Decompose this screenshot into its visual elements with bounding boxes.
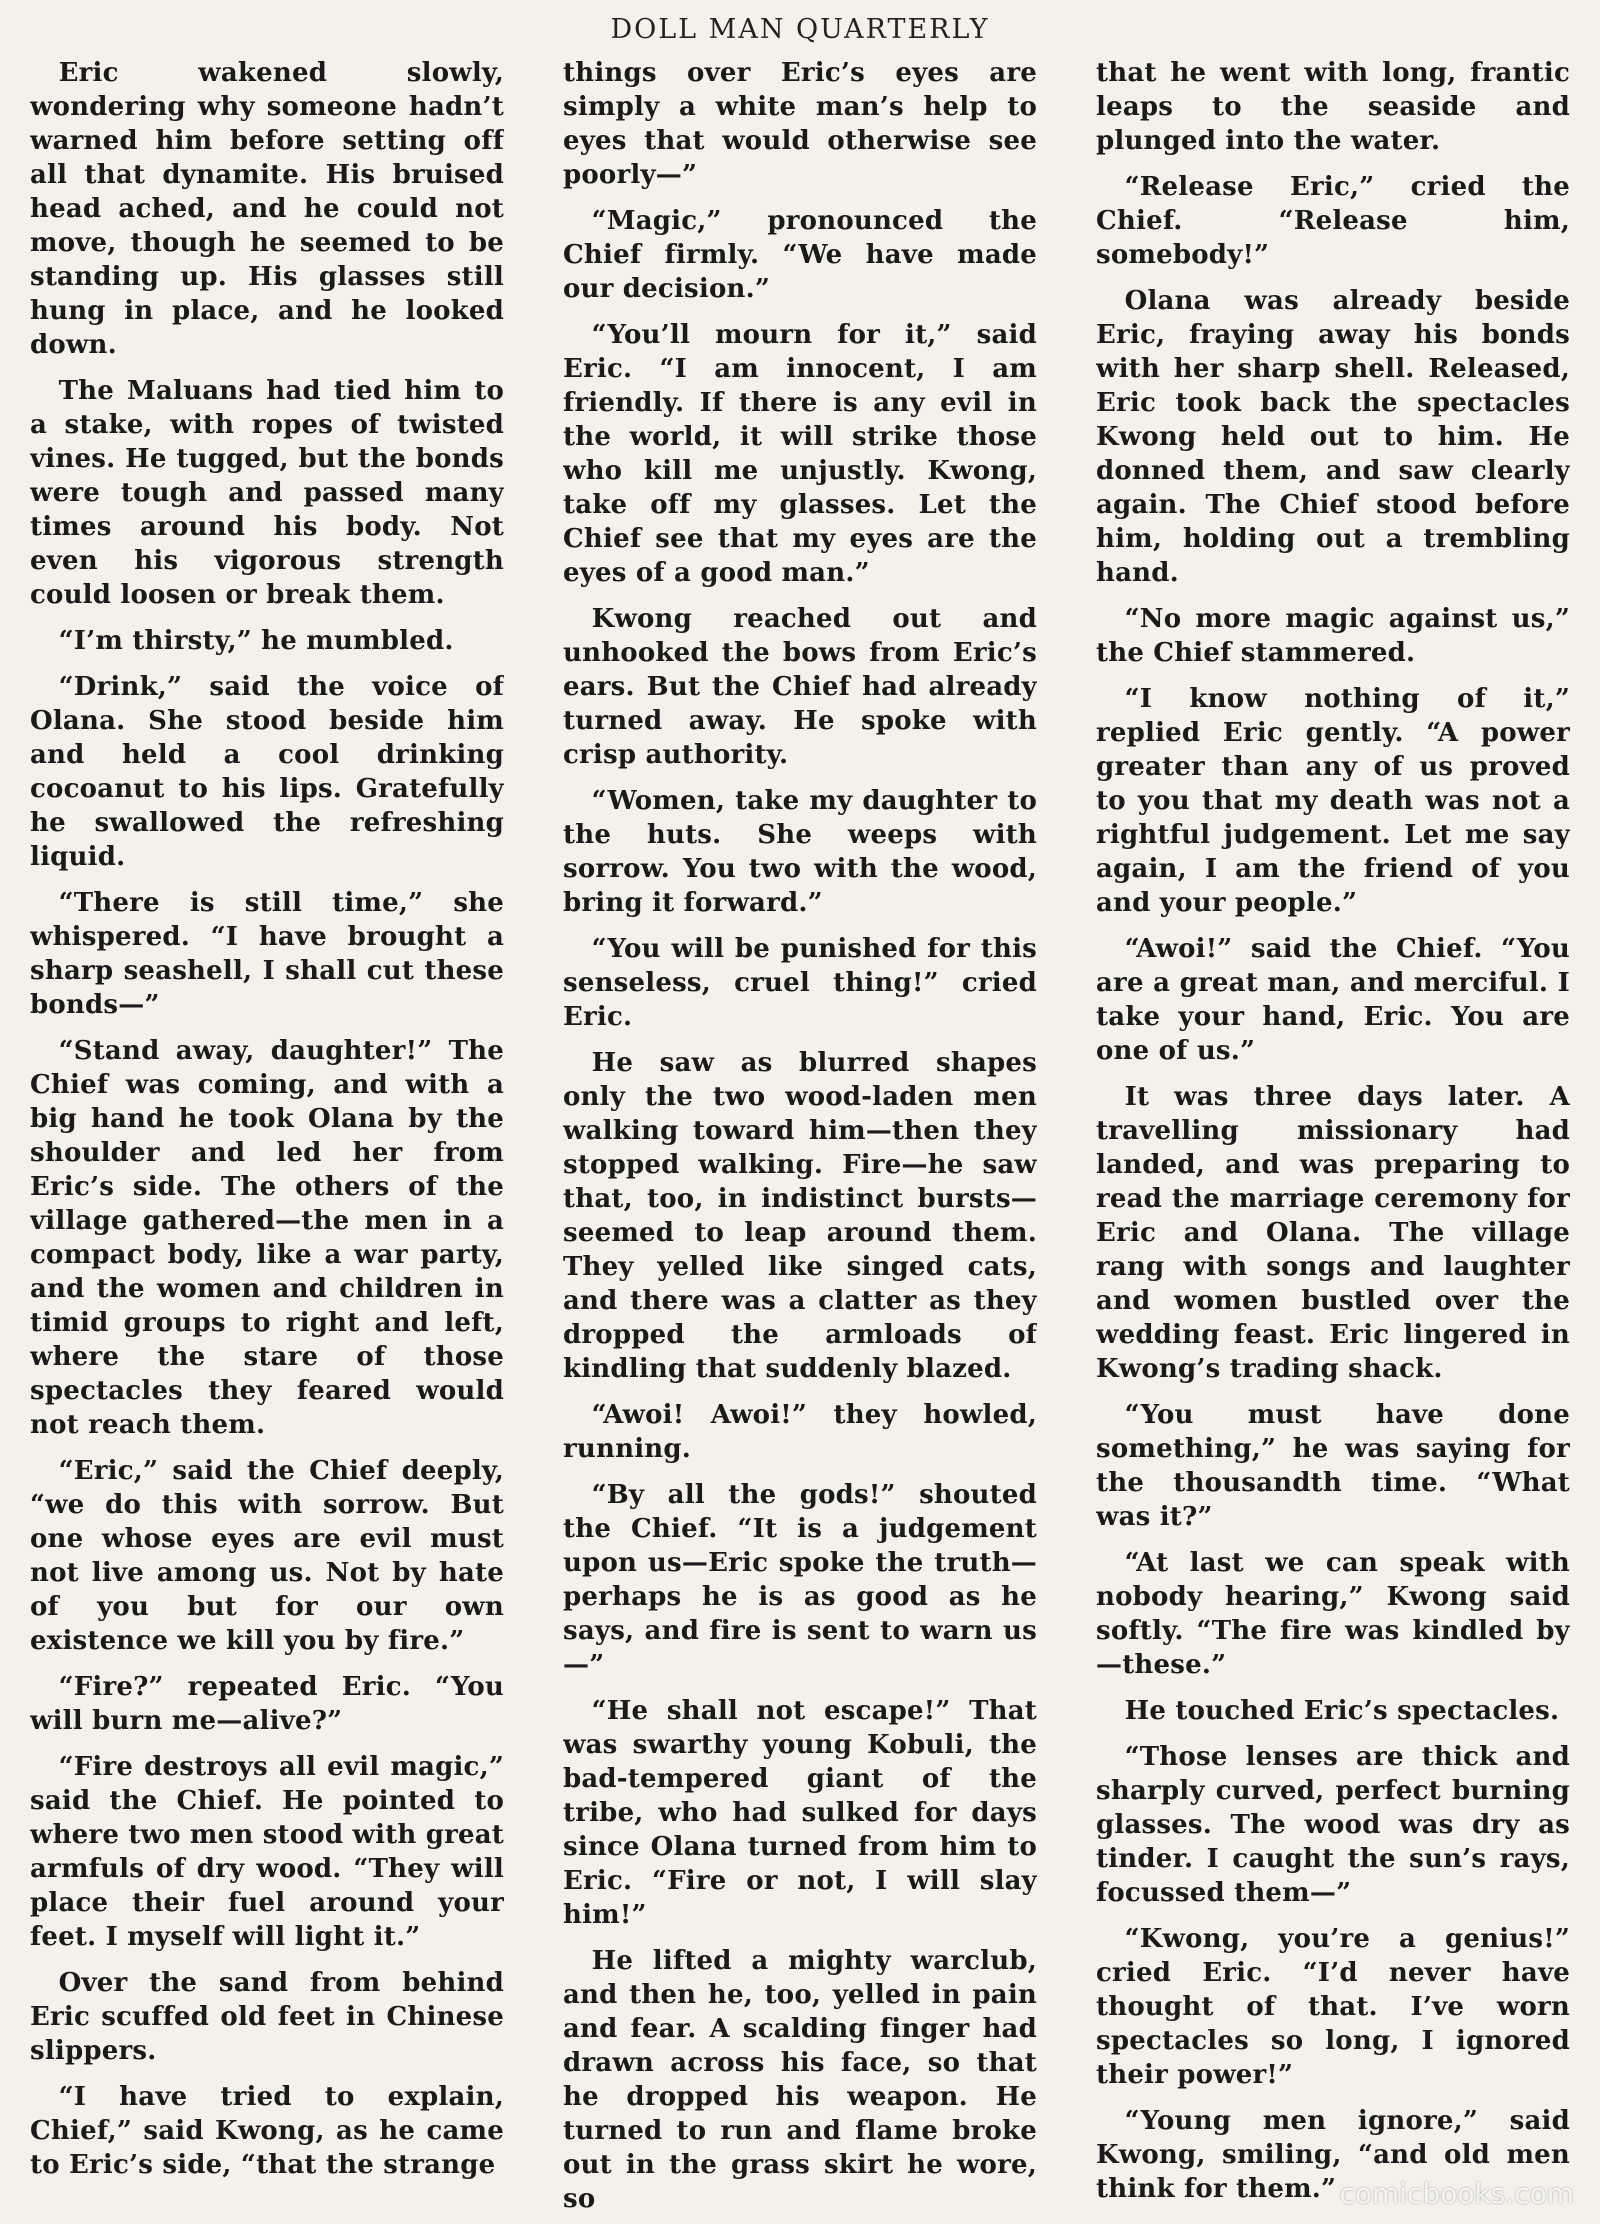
column-3 [1096,56,1570,2216]
paragraph: “Stand away, daughter!” The Chief was coming, and with a big hand he took Olana by the shoulder and led her from Eric’s side. The others of the village gathered—the men in a compact body, like a war party, and the women and children in timid groups to right and left, where the stare of those spectacles they feared would not reach them. [30,1036,504,1440]
paragraph: “Young men ignore,” said Kwong, smiling, “and old men think for them.” [1096,2106,1570,2204]
page-header: DOLL MAN QUARTERLY [610,14,990,45]
paragraph: “By all the gods!” shouted the Chief. “It is a judgement upon us—Eric spoke the truth—perhaps he is as good as he says, and fire is sent to warn us—” [563,1480,1037,1680]
paragraph: things over Eric’s eyes are simply a white man’s help to eyes that would otherwise see poorly—” [563,58,1037,190]
paragraph: It was three days later. A travelling missionary had landed, and was preparing to read the marriage ceremony for Eric and Olana. The village rang with songs and laughter and women bustled over the wedding feast. Eric lingered in Kwong’s trading shack. [1096,1082,1570,1384]
paragraph: that he went with long, frantic leaps to the seaside and plunged into the water. [1096,58,1570,156]
paragraph: “I know nothing of it,” replied Eric gently. “A power greater than any of us proved to you that my death was not a rightful judgement. Let me say again, I am the friend of you and your people.” [1096,684,1570,918]
paragraph: Olana was already beside Eric, fraying away his bonds with her sharp shell. Released, Eric took back the spectacles Kwong held out to him. He donned them, and saw clearly again. The Chief stood before him, holding out a trembling hand. [1096,286,1570,588]
paragraph: “Release Eric,” cried the Chief. “Release him, somebody!” [1096,172,1570,270]
paragraph: He saw as blurred shapes only the two wood-laden men walking toward him—then they stopped walking. Fire—he saw that, too, in indistinct bursts—seemed to leap around them. They yelled like singed cats, and there was a clatter as they dropped the armloads of kindling that suddenly blazed. [563,1048,1037,1384]
paragraph: “No more magic against us,” the Chief stammered. [1096,604,1570,668]
paragraph: “Awoi!” said the Chief. “You are a great man, and merciful. I take your hand, Eric. You are one of us.” [1096,934,1570,1066]
paragraph: “Fire?” repeated Eric. “You will burn me—alive?” [30,1672,504,1736]
paragraph: “You’ll mourn for it,” said Eric. “I am innocent, I am friendly. If there is any evil in the world, it will strike those who kill me unjustly. Kwong, take off my glasses. Let the Chief see that my eyes are the eyes of a good man.” [563,320,1037,588]
paragraph: “Fire destroys all evil magic,” said the Chief. He pointed to where two men stood with great armfuls of dry wood. “They will place their fuel around your feet. I myself will light it.” [30,1752,504,1952]
paragraph: He lifted a mighty warclub, and then he, too, yelled in pain and fear. A scalding finger had drawn across his face, so that he dropped his weapon. He turned to run and flame broke out in the grass skirt he wore, so [563,1946,1037,2214]
paragraph: “He shall not escape!” That was swarthy young Kobuli, the bad-tempered giant of the tribe, who had sulked for days since Olana turned from him to Eric. “Fire or not, I will slay him!” [563,1696,1037,1930]
paragraph: “I’m thirsty,” he mumbled. [58,626,454,656]
column-1 [30,56,504,2216]
paragraph: “Kwong, you’re a genius!” cried Eric. “I’d never have thought of that. I’ve worn spectacles so long, I ignored their power!” [1096,1924,1570,2090]
paragraph: “Eric,” said the Chief deeply, “we do this with sorrow. But one whose eyes are evil must not live among us. Not by hate of you but for our own existence we kill you by fire.” [30,1456,504,1656]
paragraph: “Drink,” said the voice of Olana. She stood beside him and held a cool drinking cocoanut to his lips. Gratefully he swallowed the refreshing liquid. [30,672,504,872]
paragraph: “Those lenses are thick and sharply curved, perfect burning glasses. The wood was dry as tinder. I caught the sun’s rays, focussed them—” [1096,1742,1570,1908]
paragraph: Eric wakened slowly, wondering why someone hadn’t warned him before setting off all that dynamite. His bruised head ached, and he could not move, though he seemed to be standing up. His glasses still hung in place, and he looked down. [30,58,504,360]
paragraph: “At last we can speak with nobody hearing,” Kwong said softly. “The fire was kindled by—these.” [1096,1548,1570,1680]
column-2 [563,56,1037,2216]
paragraph: “You will be punished for this senseless, cruel thing!” cried Eric. [563,934,1037,1032]
article-body [30,56,1570,2216]
paragraph: Kwong reached out and unhooked the bows from Eric’s ears. But the Chief had already turned away. He spoke with crisp authority. [563,604,1037,770]
paragraph: Over the sand from behind Eric scuffed old feet in Chinese slippers. [30,1968,504,2066]
paragraph: “There is still time,” she whispered. “I have brought a sharp seashell, I shall cut these bonds—” [30,888,504,1020]
watermark: comicbooks.com [1339,2177,1574,2210]
paragraph: “You must have done something,” he was saying for the thousandth time. “What was it?” [1096,1400,1570,1532]
paragraph: “Awoi! Awoi!” they howled, running. [563,1400,1037,1464]
paragraph: “I have tried to explain, Chief,” said Kwong, as he came to Eric’s side, “that the strange [30,2082,504,2180]
paragraph: “Magic,” pronounced the Chief firmly. “We have made our decision.” [563,206,1037,304]
paragraph: “Women, take my daughter to the huts. She weeps with sorrow. You two with the wood, bring it forward.” [563,786,1037,918]
paragraph: He touched Eric’s spectacles. [1124,1696,1560,1726]
paragraph: The Maluans had tied him to a stake, with ropes of twisted vines. He tugged, but the bonds were tough and passed many times around his body. Not even his vigorous strength could loosen or break them. [30,376,504,610]
